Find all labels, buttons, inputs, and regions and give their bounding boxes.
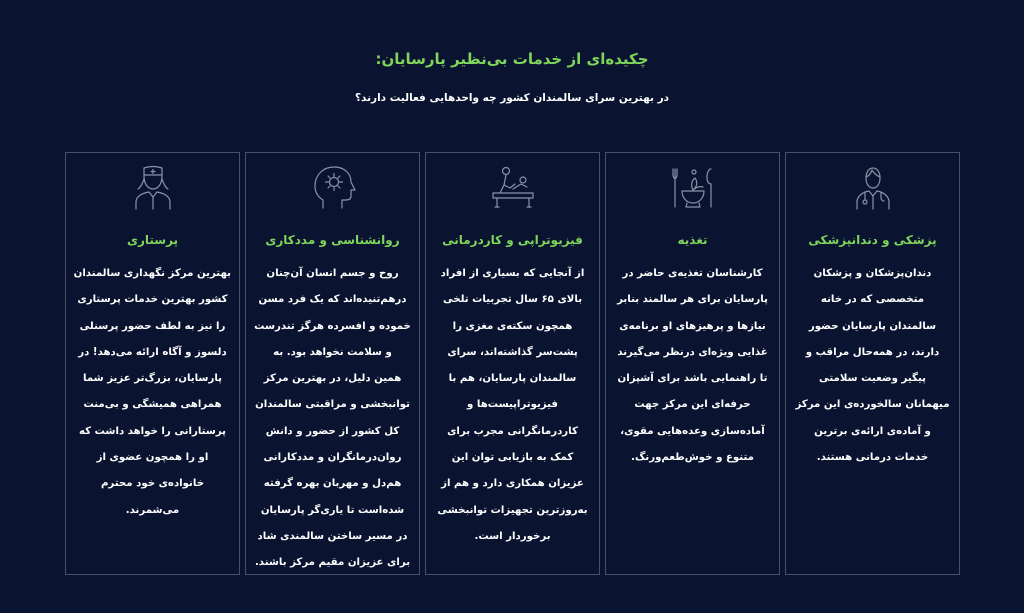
physiotherapy-icon <box>489 163 537 211</box>
text-line: خانواده‌ی خود محترم <box>100 478 205 490</box>
text-line: برخوردار است. <box>474 530 551 542</box>
service-description-medical <box>794 261 951 471</box>
text-line: همراهی همیشگی و بی‌منت <box>83 399 222 411</box>
text-line: او را همچون عضوی از <box>96 452 209 464</box>
text-line: کشور بهترین خدمات پرستاری <box>77 294 228 306</box>
text-line: متنوع و خوش‌طعم‌ورنگ. <box>631 452 754 464</box>
service-description-nursing <box>74 261 231 524</box>
service-card-nursing <box>65 152 240 575</box>
text-line: غذایی ویژه‌ای درنظر می‌گیرند <box>617 346 768 358</box>
text-line: پارسایان برای هر سالمند بنابر <box>617 294 768 306</box>
text-line: پیگیر وضعیت سلامتی <box>819 373 926 385</box>
text-line: فیزیوتراپیست‌ها و <box>467 399 558 411</box>
text-line: دلسوز و آگاه ارائه می‌دهد! در <box>78 346 227 358</box>
text-line: روح و جسم انسان آن‌چنان <box>266 268 399 279</box>
service-description-physiotherapy <box>434 261 591 550</box>
text-line: کمک به بازیابی توان این <box>451 452 574 464</box>
text-line: پشت‌سر گذاشته‌اند، سرای <box>447 346 578 358</box>
text-line: متخصصی که در خانه <box>820 294 925 306</box>
doctor-icon <box>849 163 897 211</box>
text-line: پرستارانی را خواهد داشت که <box>79 425 226 437</box>
text-line: دارند، در همه‌حال مراقب و <box>805 346 940 358</box>
text-line: تا راهنمایی باشد برای آشپزان <box>617 373 768 385</box>
service-card-nutrition <box>605 152 780 575</box>
text-line: و آماده‌ی ارائه‌ی برترین <box>814 425 931 437</box>
text-line: توانبخشی و مراقبتی سالمندان <box>255 399 410 411</box>
text-line: هم‌دل و مهربان بهره گرفته <box>263 478 402 490</box>
text-line: عزیزان همکاری دارد و هم از <box>441 478 584 490</box>
head-gear-icon <box>309 163 357 211</box>
text-line: سالمندان پارسایان، هم با <box>448 373 577 385</box>
text-line: می‌شمرند. <box>125 504 180 516</box>
text-line: خموده و افسرده هرگز تندرست <box>254 320 411 332</box>
text-line: برای عزیزان مقیم مرکز باشند. <box>254 557 411 569</box>
text-line: و سلامت نخواهد بود. به <box>273 346 392 358</box>
services-grid <box>65 152 960 577</box>
text-line: به‌روزترین تجهیزات توانبخشی <box>437 504 588 516</box>
service-description-nutrition <box>614 261 771 471</box>
text-line: دندان‌پزشکان و پزشکان <box>813 268 932 279</box>
text-line: خدمات درمانی هستند. <box>816 452 929 464</box>
text-line: آماده‌سازی وعده‌هایی مقوی، <box>620 425 765 437</box>
service-title-medical: پزشکی و دندانپزشکی <box>808 233 937 247</box>
service-card-psychology <box>245 152 420 575</box>
service-card-medical <box>785 152 960 575</box>
text-line: پارسایان، بزرگ‌تر عزیز شما <box>83 373 222 385</box>
text-line: همچون سکته‌ی مغزی را <box>452 320 573 332</box>
text-line: کل کشور از حضور و دانش <box>265 425 400 437</box>
service-title-psychology: روانشناسی و مددکاری <box>265 233 400 247</box>
text-line: شده‌است تا یاری‌گر پارسایان <box>260 504 405 516</box>
text-line: حرفه‌ای این مرکز جهت <box>634 399 751 411</box>
text-line: بهترین مرکز نگهداری سالمندان <box>73 268 231 279</box>
text-line: را نیز به لطف حضور پرسنلی <box>79 320 226 332</box>
service-title-physiotherapy: فیزیوتراپی و کاردرمانی <box>442 233 583 247</box>
section-heading: چکیده‌ای از خدمات بی‌نظیر پارسایان: <box>375 50 649 68</box>
service-title-nutrition: تغذیه <box>677 233 708 247</box>
text-line: درهم‌تنیده‌اند که یک فرد مسن <box>258 294 407 306</box>
text-line: در مسیر ساختن سالمندی شاد <box>257 530 408 542</box>
text-line: از آنجایی که بسیاری از افراد <box>440 268 585 279</box>
service-card-physiotherapy <box>425 152 600 575</box>
section-subheading: در بهترین سرای سالمندان کشور چه واحدهایی فعالیت دارند؟ <box>354 92 670 104</box>
text-line: روان‌درمانگران و مددکارانی <box>263 452 402 464</box>
text-line: سالمندان پارسایان حضور <box>808 320 937 332</box>
text-line: نیازها و پرهیزهای او برنامه‌ی <box>619 320 766 332</box>
text-line: میهمانان سالخورده‌ی این مرکز <box>795 399 950 411</box>
text-line: کاردرمانگرانی مجرب برای <box>447 425 578 437</box>
nurse-icon <box>129 163 177 211</box>
food-bowl-icon <box>669 163 717 211</box>
text-line: بالای ۶۵ سال تجربیات تلخی <box>442 294 583 306</box>
service-description-psychology <box>254 261 411 577</box>
service-title-nursing: پرستاری <box>126 233 179 247</box>
text-line: کارشناسان تغذیه‌ی حاضر در <box>622 268 763 279</box>
text-line: همین دلیل، در بهترین مرکز <box>263 373 402 385</box>
